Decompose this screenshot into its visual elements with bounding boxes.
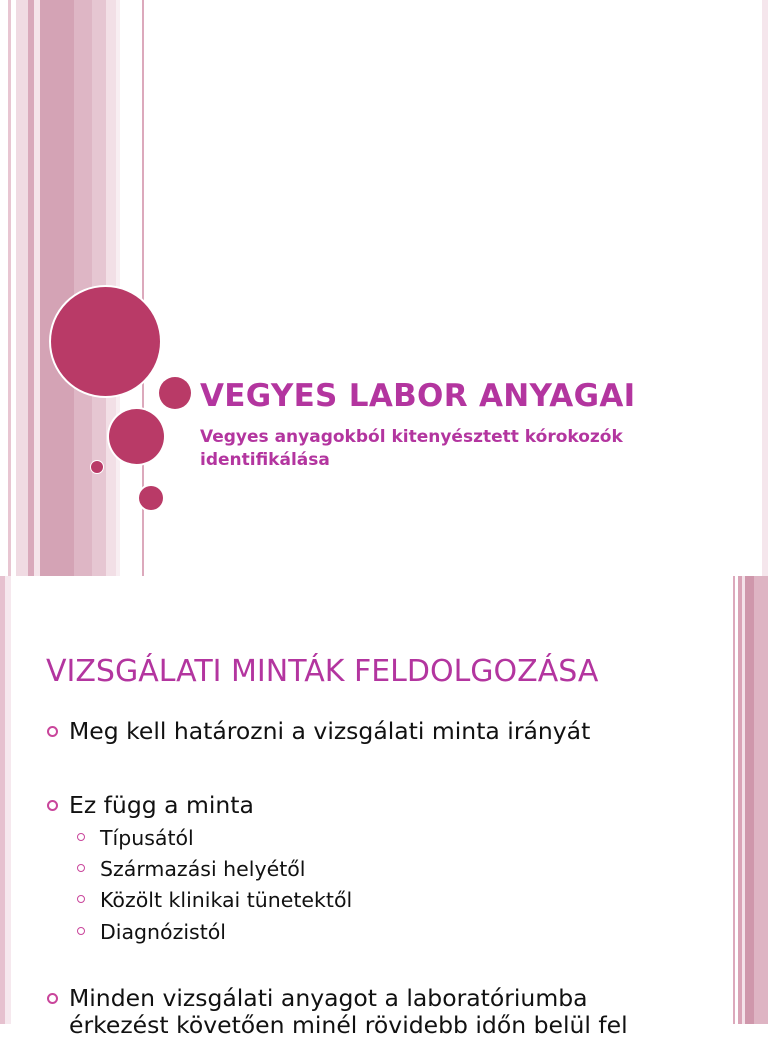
decor-circle-large xyxy=(51,287,160,396)
sub-bullet-text: Közölt klinikai tünetektől xyxy=(100,888,353,912)
decor-stripe xyxy=(5,576,11,1024)
bullet-ring-icon xyxy=(47,993,58,1004)
bullet-text: Ez függ a minta xyxy=(69,791,254,819)
decor-stripe xyxy=(754,576,768,1024)
sub-bullet-text: Típusától xyxy=(100,826,194,850)
sub-bullet-ring-icon xyxy=(77,833,85,841)
decor-circle-small xyxy=(91,461,103,473)
bullet-ring-icon xyxy=(47,800,58,811)
decor-stripe xyxy=(8,0,11,576)
bullet-text: Minden vizsgálati anyagot a laboratóriumba xyxy=(69,984,588,1012)
decor-circle xyxy=(109,409,164,464)
decor-circle xyxy=(159,377,191,409)
decor-stripe xyxy=(16,0,28,576)
sub-bullet-ring-icon xyxy=(77,927,85,935)
slide-title: VIZSGÁLATI MINTÁK FELDOLGOZÁSA xyxy=(46,654,599,689)
slide-subtitle: Vegyes anyagokból kitenyésztett kórokozók identifikálása xyxy=(200,427,623,470)
decor-stripe xyxy=(74,0,92,576)
sub-bullet-ring-icon xyxy=(77,895,85,903)
decor-stripe xyxy=(745,576,754,1024)
decor-circle xyxy=(139,486,163,510)
decor-stripe xyxy=(733,576,735,1024)
content-slide xyxy=(0,576,768,1039)
sub-bullet-ring-icon xyxy=(77,864,85,872)
decor-stripe xyxy=(762,0,768,576)
sub-bullet-text: Diagnózistól xyxy=(100,920,227,944)
sub-bullet-text: Származási helyétől xyxy=(100,857,306,881)
bullet-text-continuation: érkezést követően minél rövidebb időn belül fel xyxy=(69,1011,628,1039)
decor-stripe xyxy=(40,0,74,576)
bullet-ring-icon xyxy=(47,726,58,737)
bullet-text: Meg kell határozni a vizsgálati minta irányát xyxy=(69,717,591,745)
slide-title: VEGYES LABOR ANYAGAI xyxy=(200,378,636,414)
